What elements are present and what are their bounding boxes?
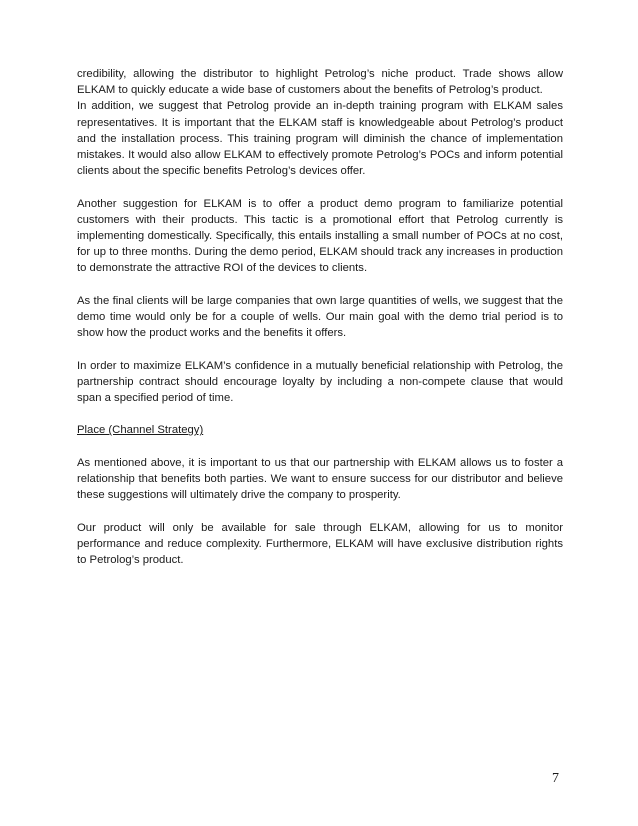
paragraph-training-program: In addition, we suggest that Petrolog provide an in-depth training program with ELKAM sales representatives. It is important that the ELKAM staff is knowledgeable about Petrolog’s product and the installation process. This training program will diminish the chance of implementation mistakes. It would also allow ELKAM to effectively promote Petrolog’s POCs and inform potential clients about the specific benefits Petrolog’s devices offer.	[77, 100, 563, 178]
paragraph-availability: Our product will only be available for sale through ELKAM, allowing for us to monitor performance and reduce complexity. Furthermore, ELKAM will have exclusive distribution rights to Petrolog’s product.	[77, 521, 563, 566]
paragraph-partnership: As mentioned above, it is important to us that our partnership with ELKAM allows us to foster a relationship that benefits both parties. We want to ensure success for our distributor and believe these suggestions will ultimately drive the company to prosperity.	[77, 456, 563, 502]
section-heading-place: Place (Channel Strategy)	[77, 424, 204, 437]
page-number: 7	[552, 771, 559, 786]
paragraph-loyalty: In order to maximize ELKAM’s confidence in a mutually beneficial relationship with Petrolog, the partnership contract should encourage loyalty by including a non-compete clause that would span a specified period of time.	[77, 359, 563, 405]
paragraph-final-clients: As the final clients will be large companies that own large quantities of wells, we suggest that the demo time would only be for a couple of wells. Our main goal with the demo trial period is to show how the product works and the benefits it offers.	[77, 294, 563, 340]
paragraph-demo-program: Another suggestion for ELKAM is to offer a product demo program to familiarize potential customers with their products. This tactic is a promotional effort that Petrolog currently is implementing domestically. Specifically, this entails installing a small number of POCs at no cost, for up to three months. During the demo period, ELKAM should track any increases in production to demonstrate the attractive ROI of the devices to clients.	[77, 197, 563, 275]
page-body	[77, 66, 563, 568]
paragraph-credibility: credibility, allowing the distributor to highlight Petrolog’s niche product. Trade shows allow ELKAM to quickly educate a wide base of customers about the benefits of Petrolog’s product.	[77, 68, 563, 97]
